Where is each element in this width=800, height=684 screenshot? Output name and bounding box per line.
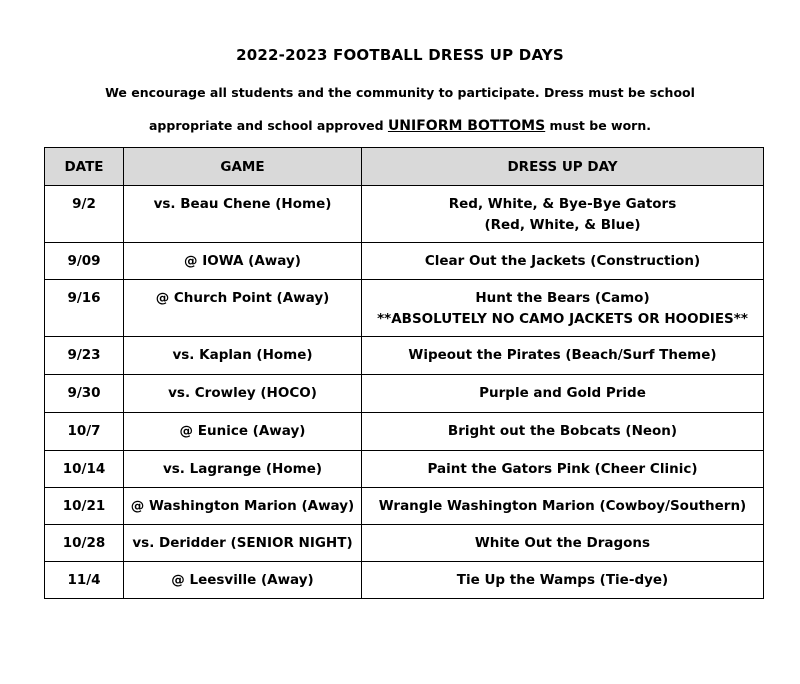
game-cell: vs. Kaplan (Home) bbox=[124, 337, 362, 375]
dress-cell: Paint the Gators Pink (Cheer Clinic) bbox=[362, 451, 764, 488]
dress-note: (Red, White, & Blue) bbox=[484, 217, 641, 233]
dress-cell: Tie Up the Wamps (Tie-dye) bbox=[362, 562, 764, 599]
table-row bbox=[45, 525, 764, 562]
game-cell: @ Church Point (Away) bbox=[124, 280, 362, 337]
table-row bbox=[45, 337, 764, 375]
dress-theme: Hunt the Bears (Camo) bbox=[475, 290, 650, 306]
dress-cell: White Out the Dragons bbox=[362, 525, 764, 562]
table-header-row bbox=[45, 148, 764, 186]
table-row bbox=[45, 243, 764, 280]
intro-line-2-end: must be worn. bbox=[545, 118, 651, 133]
date-cell: 9/16 bbox=[45, 280, 124, 337]
dress-cell: Bright out the Bobcats (Neon) bbox=[362, 413, 764, 451]
header-dress-up-day: DRESS UP DAY bbox=[362, 148, 764, 186]
intro-line-2 bbox=[0, 118, 800, 134]
intro-line-1: We encourage all students and the community to participate. Dress must be school bbox=[105, 85, 695, 100]
date-cell: 9/2 bbox=[45, 186, 124, 243]
game-cell: vs. Beau Chene (Home) bbox=[124, 186, 362, 243]
table-row bbox=[45, 451, 764, 488]
header-game: GAME bbox=[124, 148, 362, 186]
table-row bbox=[45, 375, 764, 413]
dress-cell bbox=[362, 280, 764, 337]
game-cell: vs. Deridder (SENIOR NIGHT) bbox=[124, 525, 362, 562]
dress-cell: Wipeout the Pirates (Beach/Surf Theme) bbox=[362, 337, 764, 375]
uniform-bottoms-emphasis: UNIFORM BOTTOMS bbox=[387, 118, 546, 134]
date-cell: 9/23 bbox=[45, 337, 124, 375]
table-row bbox=[45, 488, 764, 525]
table-row bbox=[45, 413, 764, 451]
dress-up-schedule-table bbox=[44, 147, 764, 599]
game-cell: @ Washington Marion (Away) bbox=[124, 488, 362, 525]
dress-cell: Purple and Gold Pride bbox=[362, 375, 764, 413]
game-cell: @ IOWA (Away) bbox=[124, 243, 362, 280]
dress-cell: Clear Out the Jackets (Construction) bbox=[362, 243, 764, 280]
date-cell: 10/14 bbox=[45, 451, 124, 488]
date-cell: 10/21 bbox=[45, 488, 124, 525]
date-cell: 11/4 bbox=[45, 562, 124, 599]
game-cell: @ Eunice (Away) bbox=[124, 413, 362, 451]
game-cell: @ Leesville (Away) bbox=[124, 562, 362, 599]
header-date: DATE bbox=[45, 148, 124, 186]
dress-cell: Wrangle Washington Marion (Cowboy/Southern) bbox=[362, 488, 764, 525]
table-row bbox=[45, 280, 764, 337]
intro-line-2-start: appropriate and school approved bbox=[149, 118, 388, 133]
dress-theme: Red, White, & Bye-Bye Gators bbox=[448, 196, 677, 212]
dress-cell bbox=[362, 186, 764, 243]
dress-note: **ABSOLUTELY NO CAMO JACKETS OR HOODIES** bbox=[377, 311, 748, 327]
date-cell: 9/30 bbox=[45, 375, 124, 413]
date-cell: 10/7 bbox=[45, 413, 124, 451]
game-cell: vs. Crowley (HOCO) bbox=[124, 375, 362, 413]
date-cell: 9/09 bbox=[45, 243, 124, 280]
game-cell: vs. Lagrange (Home) bbox=[124, 451, 362, 488]
page-title: 2022-2023 FOOTBALL DRESS UP DAYS bbox=[236, 46, 564, 64]
date-cell: 10/28 bbox=[45, 525, 124, 562]
table-row bbox=[45, 186, 764, 243]
table-row bbox=[45, 562, 764, 599]
